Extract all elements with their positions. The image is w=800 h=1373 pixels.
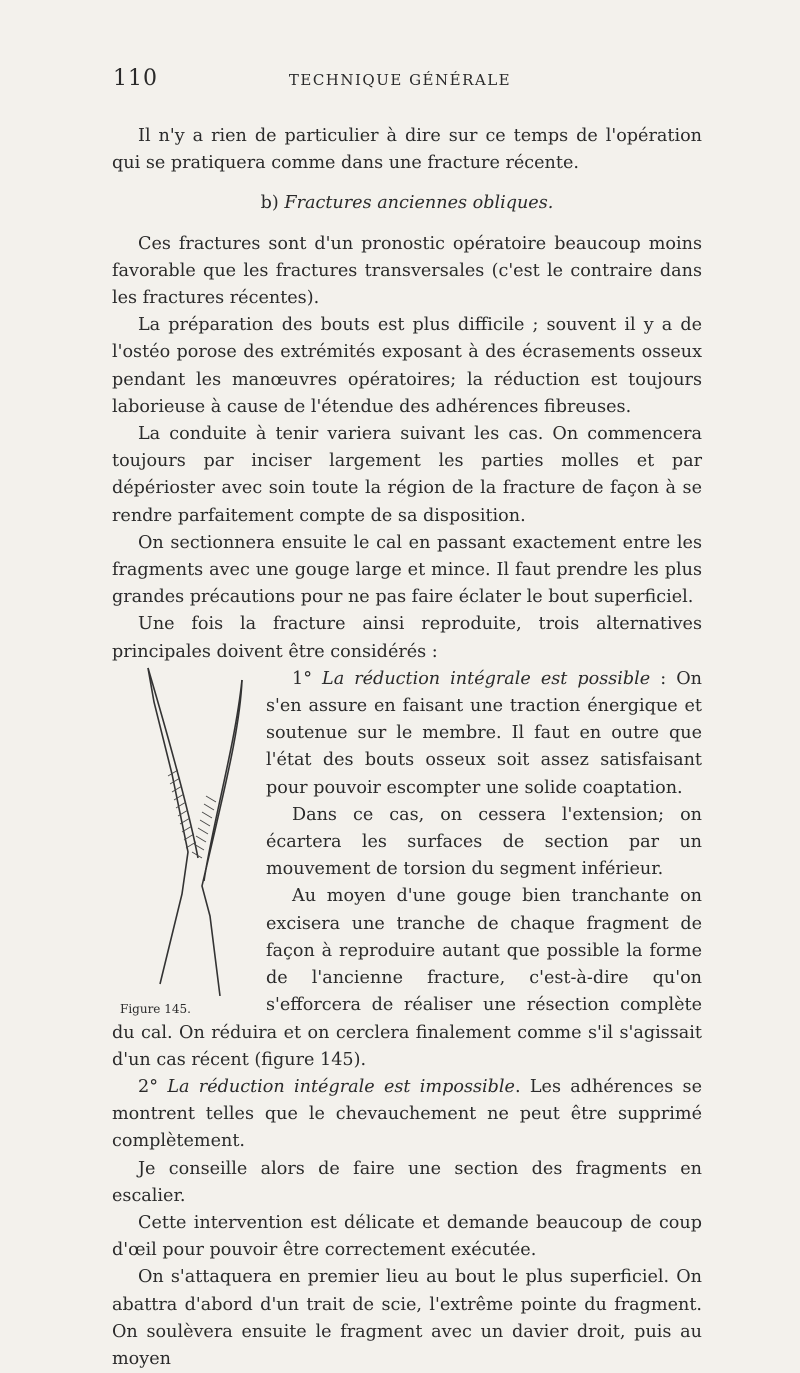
page-body [112, 123, 702, 1373]
paragraph-2: Ces fractures sont d'un pronostic opératoire beaucoup moins favorable que les fractures transversales (c'est le contraire dans les fractures récentes). [112, 233, 702, 309]
paragraph-7: Dans ce cas, on cessera l'extension; on écartera les surfaces de section par un mouvement de torsion du segment inférieur. [266, 804, 702, 880]
alternative-2 [112, 1074, 702, 1156]
alternative-2-number: 2° [138, 1076, 168, 1097]
section-heading [112, 190, 702, 217]
paragraph-3: La préparation des bouts est plus difficile ; souvent il y a de l'ostéo porose des extrémités exposant à des écrasements osseux pendant les manœuvres opératoires; la réduction est toujours laborieuse à cause de l'étendue des adhérences fibreuses. [112, 315, 702, 417]
section-title: Fractures anciennes obliques. [284, 193, 554, 214]
alternative-1-number: 1° [292, 668, 323, 689]
paragraph-1: Il n'y a rien de particulier à dire sur ce temps de l'opération qui se pratiquera comme dans une fracture récente. [112, 126, 702, 174]
bone-fracture-illustration [120, 666, 258, 996]
paragraph-5: On sectionnera ensuite le cal en passant exactement entre les fragments avec une gouge large et mince. Il faut prendre les plus grandes précautions pour ne pas faire éclater le bout superficiel. [112, 532, 702, 608]
alternative-1-text: : On s'en assure en faisant une traction énergique et soutenue sur le membre. Il faut en outre que l'état des bouts osseux soit assez satisfaisant pour pouvoir escompter une solide coaptation. [266, 668, 702, 798]
figure-caption: Figure 145. [120, 1001, 191, 1016]
section-prefix: b) [260, 193, 285, 214]
alternative-1-title: La réduction intégrale est possible [322, 668, 651, 689]
paragraph-4: La conduite à tenir variera suivant les cas. On commencera toujours par inciser largement les parties molles et par dépérioster avec soin toute la région de la fracture de façon à se rendre parfaitement compte de sa disposition. [112, 424, 702, 526]
alternative-2-text: . Les adhérences se montrent telles que le chevauchement ne peut être supprimé complètement. [112, 1076, 702, 1152]
figure-145 [120, 666, 258, 1016]
page-number: 110 [113, 66, 158, 91]
paragraph-11: On s'attaquera en premier lieu au bout le plus superficiel. On abattra d'abord d'un trait de scie, l'extrême pointe du fragment. On soulèvera ensuite le fragment avec un davier droit, puis au moyen [112, 1267, 702, 1369]
paragraph-9: Je conseille alors de faire une section des fragments en escalier. [112, 1158, 702, 1206]
paragraph-6: Une fois la fracture ainsi reproduite, trois alternatives principales doivent être considérés : [112, 614, 702, 662]
alternative-2-title: La réduction intégrale est impossible [167, 1076, 515, 1097]
paragraph-8: Au moyen d'une gouge bien tranchante on excisera une tranche de chaque fragment de façon à reproduire autant que possible la forme de l'ancienne fracture, c'est-à-dire qu'on s'efforcera de réaliser une résection complète du cal. On réduira et on cerclera finalement comme s'il s'agissait d'un cas récent (figure 145). [112, 886, 702, 1070]
page-header [0, 66, 800, 96]
paragraph-10: Cette intervention est délicate et demande beaucoup de coup d'œil pour pouvoir être correctement exécutée. [112, 1212, 702, 1261]
running-head: TECHNIQUE GÉNÉRALE [288, 71, 512, 89]
